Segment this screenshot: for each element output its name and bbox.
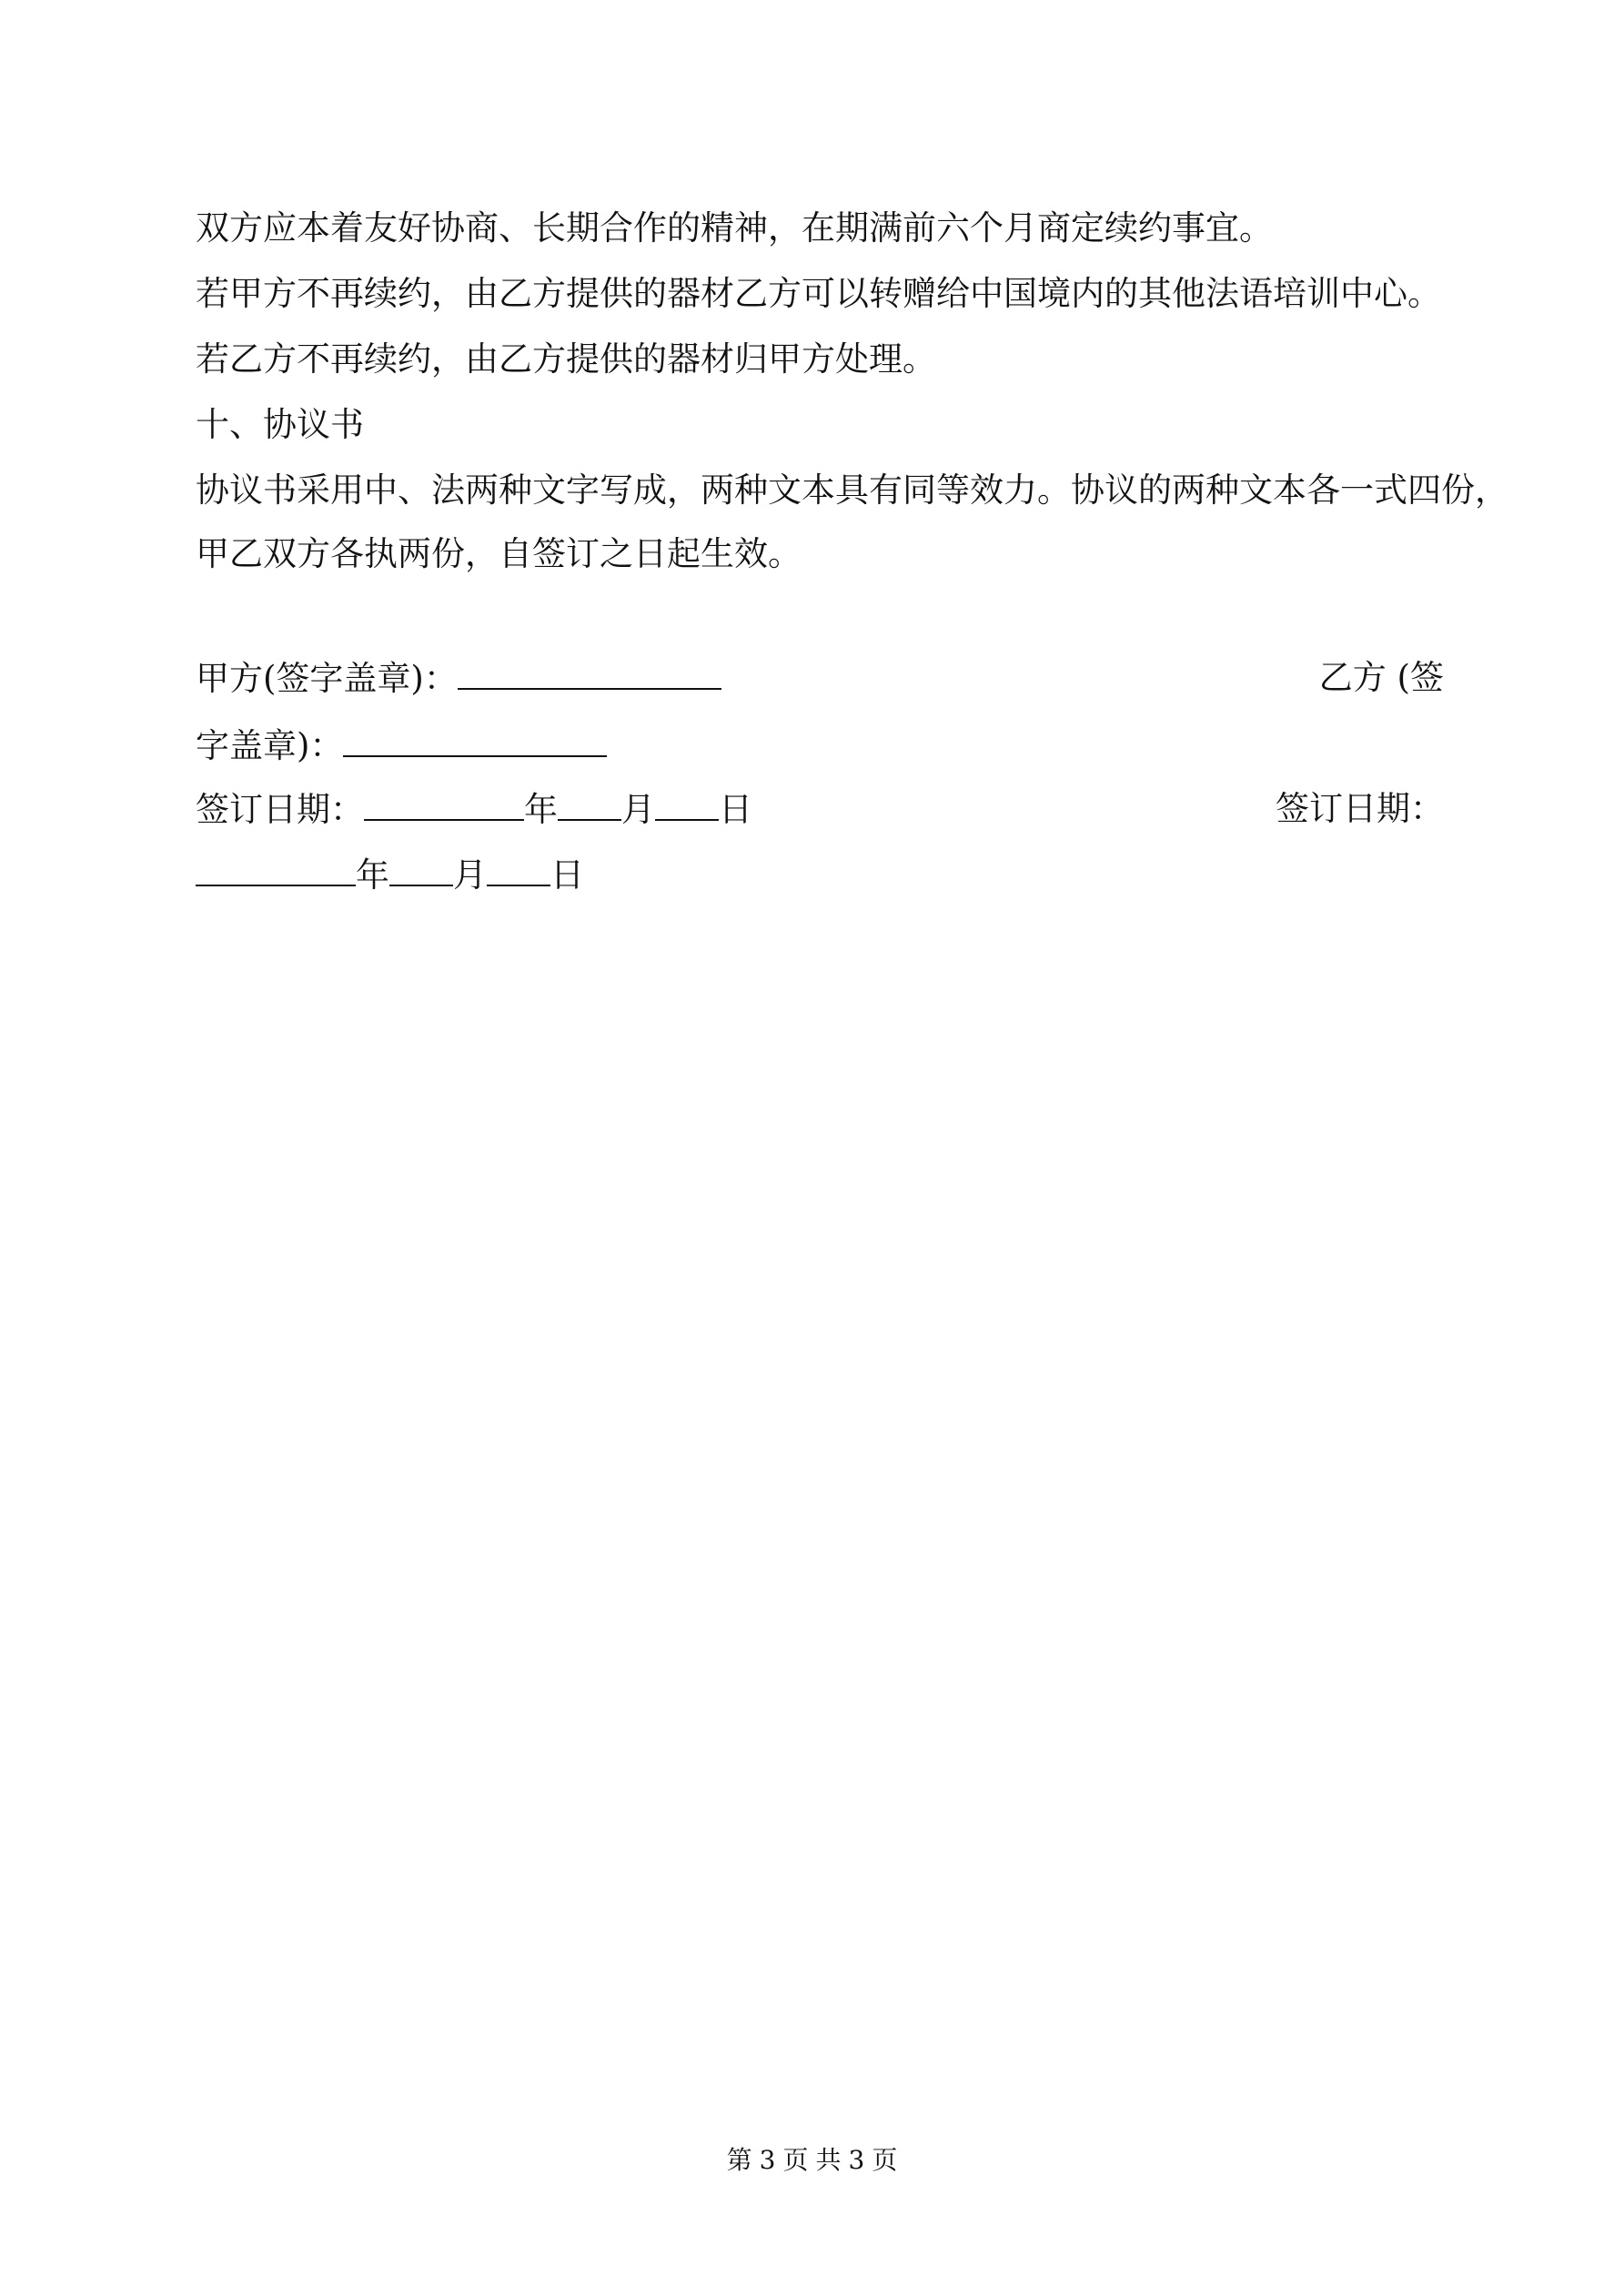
section-heading-agreement: 十、协议书 — [196, 405, 364, 444]
footer-page-number: 3 — [759, 2145, 776, 2175]
month-label-a: 月 — [621, 790, 655, 829]
month-label-b: 月 — [453, 855, 487, 895]
footer-total-prefix: 共 — [815, 2145, 842, 2175]
party-b-date-wrap — [196, 854, 584, 896]
year-blank-b — [196, 854, 356, 886]
month-blank-a — [558, 788, 621, 821]
party-a-signing-date — [196, 788, 752, 831]
footer-total-word: 页 — [872, 2145, 898, 2175]
party-b-signature-wrap — [196, 724, 607, 767]
party-a-signature-blank — [458, 657, 721, 690]
day-label-a: 日 — [719, 790, 752, 829]
party-a-label: 甲方(签字盖章)： — [196, 659, 458, 698]
paragraph-agreement-line-2: 甲乙双方各执两份，自签订之日起生效。 — [196, 534, 802, 573]
party-b-signature-blank — [343, 724, 607, 757]
paragraph-party-a-no-renewal: 若甲方不再续约，由乙方提供的器材乙方可以转赠给中国境内的其他法语培训中心。 — [196, 274, 1441, 313]
year-label-a: 年 — [524, 790, 558, 829]
paragraph-renewal: 双方应本着友好协商、长期合作的精神，在期满前六个月商定续约事宜。 — [196, 208, 1273, 248]
paragraph-party-b-no-renewal: 若乙方不再续约，由乙方提供的器材归甲方处理。 — [196, 339, 936, 379]
day-blank-a — [655, 788, 719, 821]
footer-prefix: 第 — [726, 2145, 752, 2175]
footer-page-word: 页 — [782, 2145, 809, 2175]
date-label-b: 签订日期： — [1276, 789, 1444, 828]
day-label-b: 日 — [550, 855, 584, 895]
party-b-label-end: 字盖章)： — [196, 726, 344, 765]
year-blank-a — [364, 788, 524, 821]
footer-total-pages: 3 — [848, 2145, 865, 2175]
paragraph-agreement-line-1: 协议书采用中、法两种文字写成，两种文本具有同等效力。协议的两种文本各一式四份， — [196, 470, 1508, 510]
page-footer — [0, 2145, 1624, 2176]
date-label-a: 签订日期： — [196, 790, 364, 829]
party-b-label-start: 乙方 (签 — [1318, 658, 1444, 697]
party-a-signature — [196, 657, 721, 700]
month-blank-b — [389, 854, 453, 886]
year-label-b: 年 — [356, 855, 389, 895]
day-blank-b — [487, 854, 550, 886]
